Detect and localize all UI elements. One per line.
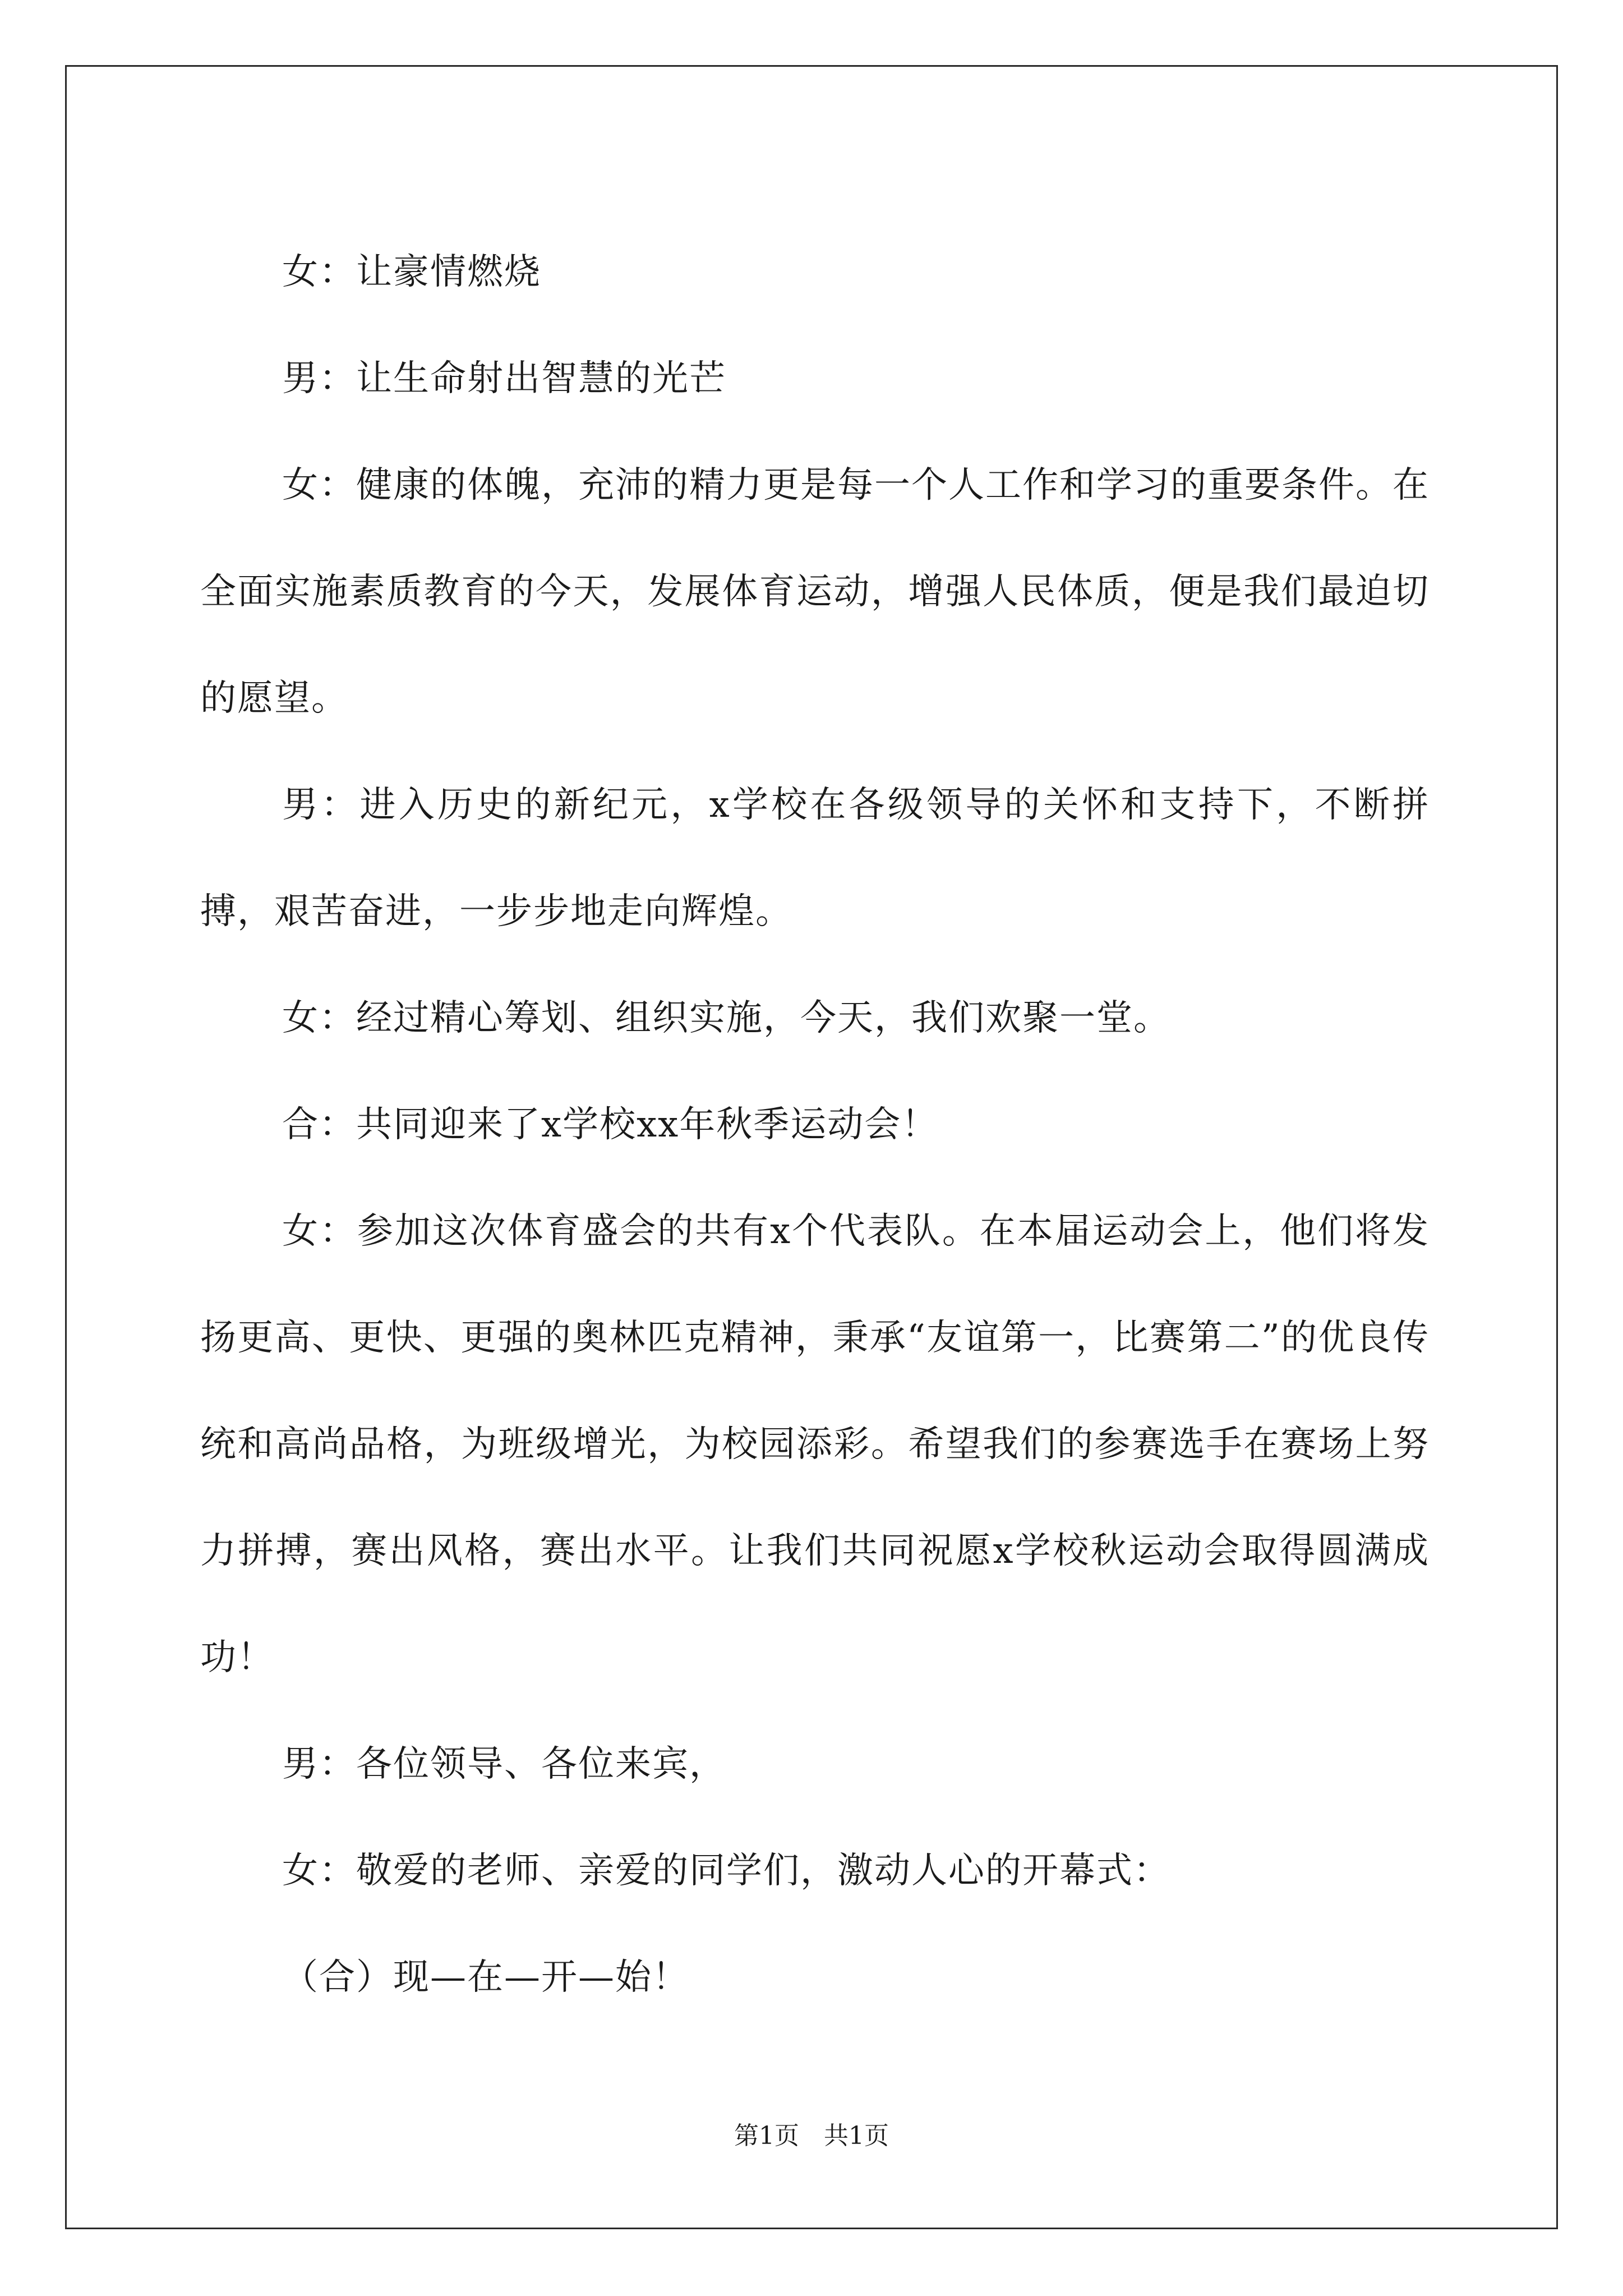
paragraph: 女：经过精心筹划、组织实施，今天，我们欢聚一堂。: [282, 997, 1170, 1039]
paragraph: 女：敬爱的老师、亲爱的同学们，激动人心的开幕式：: [282, 1850, 1170, 1892]
paragraph: 男：各位领导、各位来宾，: [282, 1743, 726, 1785]
page-number: 第1页: [734, 2122, 799, 2150]
paragraph: 合：共同迎来了x学校xx年秋季运动会！: [282, 1104, 939, 1145]
page-total: 共1页: [824, 2122, 889, 2150]
paragraph: 女：让豪情燃烧: [282, 251, 541, 293]
page-footer: [0, 2119, 1623, 2153]
paragraph: 女：参加这次体育盛会的共有x个代表队。在本届运动会上，他们将发扬更高、更快、更强的奥林匹克精神，秉承“友谊第一，比赛第二”的优良传统和高尚品格，为班级增光，为校园添彩。希望我们的参赛选手在赛场上努力拼搏，赛出风格，赛出水平。让我们共同祝愿x学校秋运动会取得圆满成功！: [200, 1211, 1430, 1678]
paragraph: 男：进入历史的新纪元，x学校在各级领导的关怀和支持下，不断拼搏，艰苦奋进，一步步地走向辉煌。: [200, 784, 1430, 932]
paragraph: 女：健康的体魄，充沛的精力更是每一个人工作和学习的重要条件。在全面实施素质教育的今天，发展体育运动，增强人民体质，便是我们最迫切的愿望。: [200, 464, 1430, 719]
paragraph: 男：让生命射出智慧的光芒: [282, 358, 726, 399]
paragraph: （合）现—在—开—始！: [282, 1957, 689, 1998]
document-body: [200, 219, 1430, 2031]
